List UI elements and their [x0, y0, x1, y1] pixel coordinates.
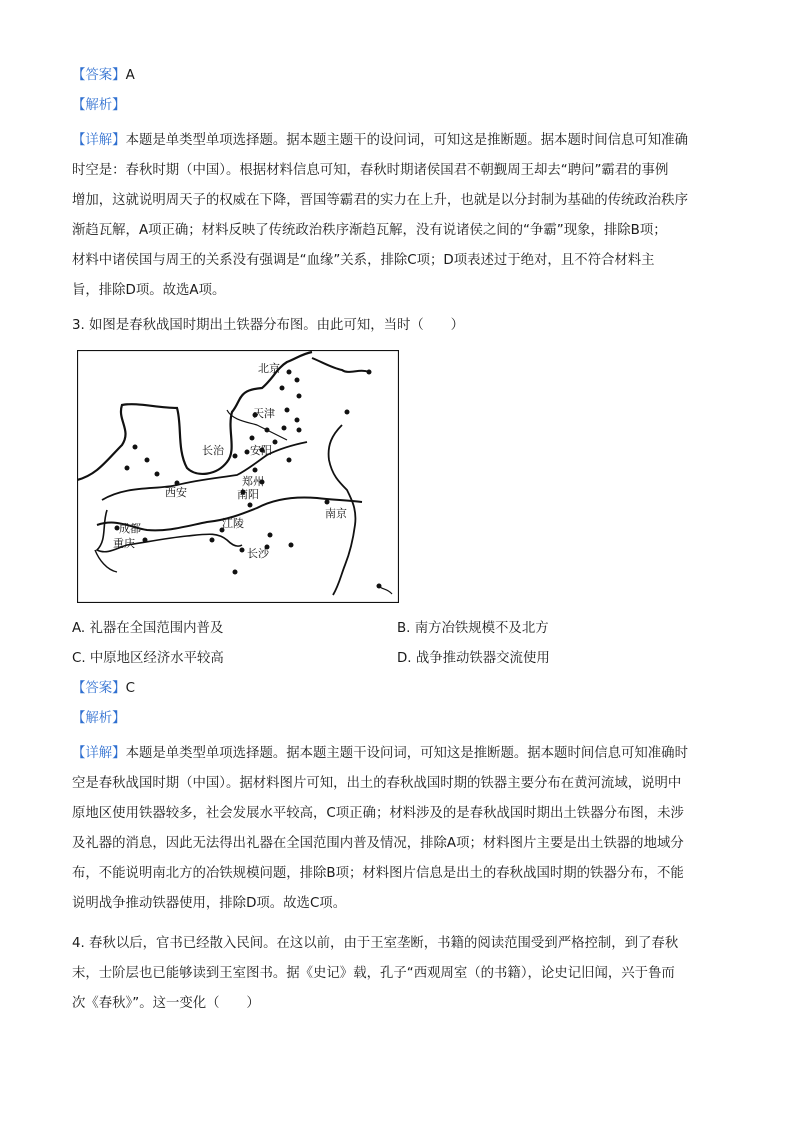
- city-label: 西安: [165, 486, 187, 499]
- city-label: 郑州: [242, 475, 264, 488]
- city-label: 安阳: [250, 444, 272, 457]
- explanation-line: 时空是：春秋时期（中国）。根据材料信息可知，春秋时期诸侯国君不朝觐周王却去“聘问”霸君的事例: [72, 163, 669, 178]
- answer-tag: 【答案】: [72, 681, 126, 696]
- q4-line: 4. 春秋以后，官书已经散入民间。在这以前，由于王室垄断，书籍的阅读范围受到严格控制，到了春秋: [72, 936, 679, 951]
- q4-line: 次《春秋》”。这一变化（ ）: [72, 996, 260, 1011]
- answer-tag: 【答案】: [72, 68, 126, 83]
- city-label: 成都: [119, 522, 141, 535]
- explanation-line: 材料中诸侯国与周王的关系没有强调是“血缘”关系，排除C项；D项表述过于绝对，且不符合材料主: [72, 253, 655, 268]
- q3-analysis-line: [72, 709, 722, 729]
- explanation-line: 原地区使用铁器较多，社会发展水平较高，C项正确；材料涉及的是春秋战国时期出土铁器分布图，未涉: [72, 806, 684, 821]
- iron-artifact-distribution-map: [77, 350, 399, 603]
- explanation-line: [72, 739, 732, 769]
- explanation-line: 渐趋瓦解，A项正确；材料反映了传统政治秩序渐趋瓦解，没有说诸侯之间的“争霸”现象，排除B项；: [72, 223, 667, 238]
- q3-answer-line: [72, 679, 722, 699]
- map-frame: [78, 351, 399, 603]
- city-label: 长沙: [247, 547, 269, 560]
- q2-answer-line: [72, 66, 722, 86]
- option-c: C. 中原地区经济水平较高: [72, 651, 224, 666]
- q4-stem: [72, 929, 732, 1019]
- explanation-line: 布，不能说明南北方的冶铁规模问题，排除B项；材料图片信息是出土的春秋战国时期的铁器分布，不能: [72, 866, 684, 881]
- option-a: A. 礼器在全国范围内普及: [72, 621, 224, 636]
- city-label: 重庆: [113, 537, 135, 550]
- city-label: 江陵: [222, 517, 244, 530]
- q2-analysis-line: [72, 96, 722, 116]
- q4-line: 末，士阶层也已能够读到王室图书。据《史记》载，孔子“西观周室（的书籍），论史记旧闻，兴于鲁而: [72, 966, 675, 981]
- q3-stem: 3. 如图是春秋战国时期出土铁器分布图。由此可知，当时（ ）: [72, 318, 464, 333]
- answer-value: C: [125, 681, 135, 696]
- explanation-line: [72, 126, 732, 156]
- detail-tag: 【详解】: [72, 133, 126, 148]
- analysis-tag: 【解析】: [72, 711, 126, 726]
- explanation-line: 说明战争推动铁器使用，排除D项。故选C项。: [72, 896, 347, 911]
- q2-explanation: [72, 126, 732, 306]
- q3-explanation: [72, 739, 732, 919]
- city-label: 长治: [202, 444, 224, 457]
- city-label: 南阳: [237, 488, 259, 501]
- city-label: 南京: [325, 507, 347, 520]
- explanation-line: 空是春秋战国时期（中国）。据材料图片可知，出土的春秋战国时期的铁器主要分布在黄河流域，说明中: [72, 776, 682, 791]
- answer-value: A: [125, 68, 135, 83]
- detail-tag: 【详解】: [72, 746, 126, 761]
- explanation-line: 及礼器的消息，因此无法得出礼器在全国范围内普及情况，排除A项；材料图片主要是出土铁器的地域分: [72, 836, 684, 851]
- city-label: 天津: [253, 407, 275, 420]
- explanation-line: 旨，排除D项。故选A项。: [72, 283, 226, 298]
- option-b: B. 南方冶铁规模不及北方: [397, 621, 549, 636]
- option-d: D. 战争推动铁器交流使用: [397, 651, 550, 666]
- explanation-line: 增加，这就说明周天子的权威在下降，晋国等霸君的实力在上升，也就是以分封制为基础的传统政治秩序: [72, 193, 688, 208]
- city-label: 北京: [258, 362, 280, 375]
- analysis-tag: 【解析】: [72, 98, 126, 113]
- explanation-text: 本题是单类型单项选择题。据本题主题干设问词，可知这是推断题。据本题时间信息可知准确时: [125, 746, 688, 761]
- explanation-text: 本题是单类型单项选择题。据本题主题干的设问词，可知这是推断题。据本题时间信息可知准确: [125, 133, 688, 148]
